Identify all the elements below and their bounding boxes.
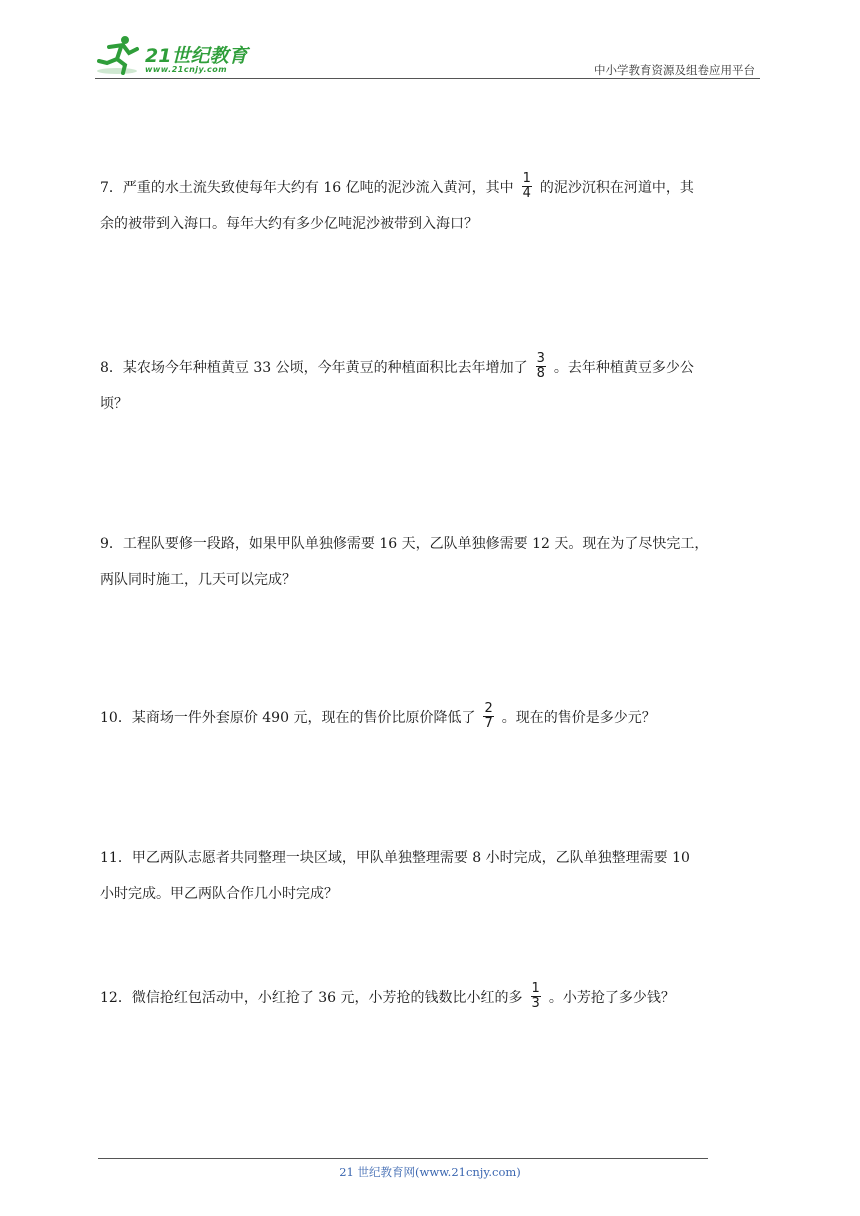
question-text: 。小芳抢了多少钱？ bbox=[548, 990, 675, 1006]
question-text: 顷？ bbox=[100, 396, 128, 412]
question-text: 余的被带到入海口。每年大约有多少亿吨泥沙被带到入海口？ bbox=[100, 216, 478, 232]
question-line bbox=[100, 562, 760, 598]
question-line bbox=[100, 700, 760, 736]
question-line bbox=[100, 840, 760, 876]
question-text: 。去年种植黄豆多少公 bbox=[553, 360, 694, 376]
question-text: 甲乙两队志愿者共同整理一块区域，甲队单独整理需要 8 小时完成，乙队单独整理需要 10 bbox=[131, 850, 690, 866]
site-logo[interactable] bbox=[95, 33, 265, 77]
question-number: 11． bbox=[100, 850, 132, 866]
question-text: 微信抢红包活动中，小红抢了 36 元，小芳抢的钱数比小红的多 bbox=[131, 990, 523, 1006]
fraction-numerator: 1 bbox=[531, 980, 540, 996]
question-number: 8． bbox=[100, 360, 123, 376]
logo-url: www.21cnjy.com bbox=[145, 65, 228, 74]
fraction-numerator: 3 bbox=[536, 350, 545, 366]
question-text: 某商场一件外套原价 490 元，现在的售价比原价降低了 bbox=[131, 710, 476, 726]
question-text: 两队同时施工，几天可以完成？ bbox=[100, 572, 296, 588]
footer-divider bbox=[98, 1158, 708, 1159]
question-10 bbox=[100, 700, 760, 736]
page-header bbox=[0, 0, 860, 80]
fraction-numerator: 1 bbox=[522, 170, 531, 186]
question-line bbox=[100, 170, 760, 206]
question-line bbox=[100, 980, 760, 1016]
question-7 bbox=[100, 170, 760, 242]
question-number: 10． bbox=[100, 710, 132, 726]
question-text: 。现在的售价是多少元？ bbox=[501, 710, 656, 726]
question-text: 的泥沙沉积在河道中，其 bbox=[539, 180, 694, 196]
question-8 bbox=[100, 350, 760, 422]
fraction bbox=[531, 982, 541, 1011]
question-text: 小时完成。甲乙两队合作几小时完成？ bbox=[100, 886, 338, 902]
logo-text: 21世纪教育 bbox=[145, 45, 248, 67]
question-line bbox=[100, 876, 760, 912]
fraction-denominator: 4 bbox=[522, 185, 531, 201]
question-11 bbox=[100, 840, 760, 912]
question-line bbox=[100, 386, 760, 422]
question-12 bbox=[100, 980, 760, 1016]
fraction bbox=[483, 702, 493, 731]
question-number: 12． bbox=[100, 990, 132, 1006]
question-line bbox=[100, 350, 760, 386]
question-text: 严重的水土流失致使每年大约有 16 亿吨的泥沙流入黄河，其中 bbox=[122, 180, 514, 196]
question-line bbox=[100, 526, 760, 562]
question-text: 某农场今年种植黄豆 33 公顷，今年黄豆的种植面积比去年增加了 bbox=[122, 360, 528, 376]
question-line bbox=[100, 206, 760, 242]
footer-link[interactable]: 21 世纪教育网(www.21cnjy.com) bbox=[339, 1165, 521, 1179]
question-number: 7． bbox=[100, 180, 123, 196]
fraction bbox=[522, 172, 532, 201]
fraction-denominator: 8 bbox=[536, 365, 545, 381]
question-9 bbox=[100, 526, 760, 598]
question-number: 9． bbox=[100, 536, 123, 552]
fraction bbox=[536, 352, 546, 381]
fraction-numerator: 2 bbox=[484, 700, 493, 716]
platform-name: 中小学教育资源及组卷应用平台 bbox=[594, 63, 755, 77]
question-text: 工程队要修一段路，如果甲队单独修需要 16 天，乙队单独修需要 12 天。现在为了尽快完工， bbox=[122, 536, 709, 552]
fraction-denominator: 3 bbox=[531, 995, 540, 1011]
runner-icon bbox=[95, 33, 143, 77]
fraction-denominator: 7 bbox=[484, 715, 493, 731]
header-divider bbox=[95, 78, 760, 79]
